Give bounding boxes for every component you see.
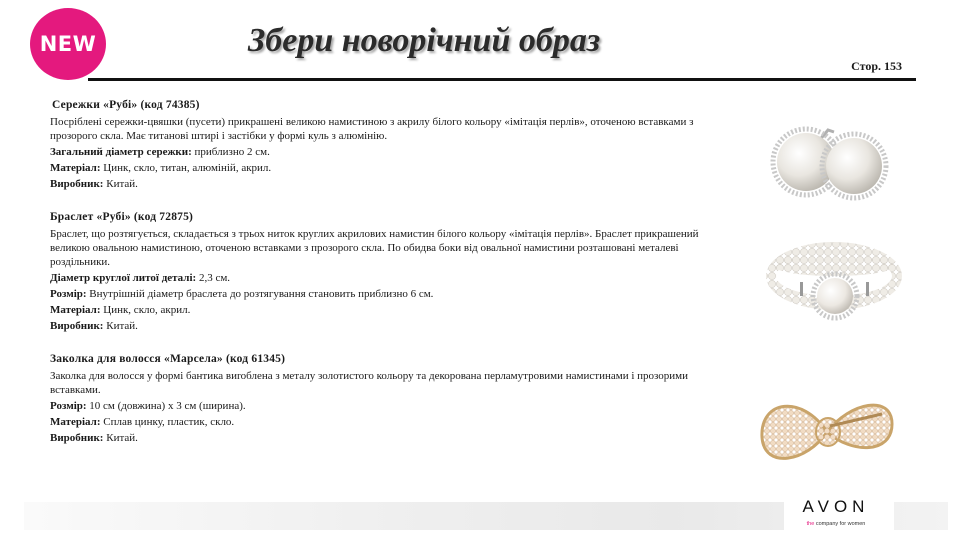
spec-label: Виробник: bbox=[50, 320, 104, 332]
spec-label: Матеріал: bbox=[50, 416, 101, 428]
earrings-image bbox=[760, 112, 900, 212]
product-list bbox=[50, 98, 710, 459]
spec-label: Розмір: bbox=[50, 288, 87, 300]
product-title: Сережки «Рубі» (код 74385) bbox=[52, 99, 200, 111]
product-hairclip bbox=[50, 352, 710, 445]
tagline-rest: company for women bbox=[814, 521, 866, 527]
spec-value: 2,3 см. bbox=[196, 272, 231, 284]
spec-value: Внутрішній діаметр браслета до розтягування становить приблизно 6 см. bbox=[86, 288, 434, 300]
product-spec bbox=[50, 287, 710, 301]
spec-value: приблизно 2 см. bbox=[191, 146, 270, 158]
spec-label: Виробник: bbox=[50, 178, 104, 190]
product-title: Браслет «Рубі» (код 72875) bbox=[50, 211, 194, 223]
header-divider bbox=[88, 78, 916, 81]
product-spec bbox=[50, 161, 710, 175]
spec-label: Виробник: bbox=[50, 432, 104, 444]
product-bracelet bbox=[50, 210, 710, 333]
product-description: Браслет, що розтягується, складається з трьох ниток круглих акрилових намистин білого кольору «імітація перлів». Браслет прикрашений великою овальною намистиною, оточеною вставками з прозорого скла. По обидва боки від овальної намистини розташовані металеві роздільники. bbox=[50, 228, 699, 268]
product-spec bbox=[50, 177, 710, 191]
product-spec bbox=[50, 399, 710, 413]
spec-label: Матеріал: bbox=[50, 162, 101, 174]
spec-value: Цинк, скло, титан, алюміній, акрил. bbox=[100, 162, 272, 174]
spec-label: Загальний діаметр сережки: bbox=[50, 146, 192, 158]
product-spec bbox=[50, 271, 710, 285]
bracelet-image bbox=[760, 232, 908, 324]
spec-value: 10 см (довжина) х 3 см (ширина). bbox=[86, 400, 246, 412]
product-spec bbox=[50, 303, 710, 317]
product-description: Заколка для волосся у формі бантика виroблена з металу золотистого кольору та декорована перламутровими намистинами і прозорими вставками. bbox=[50, 370, 689, 396]
product-earrings bbox=[50, 98, 710, 191]
page-number: Стор. 153 bbox=[851, 59, 902, 73]
spec-value: Сплав цинку, пластик, скло. bbox=[100, 416, 235, 428]
spec-value: Китай. bbox=[103, 320, 138, 332]
spec-label: Матеріал: bbox=[50, 304, 101, 316]
product-spec bbox=[50, 145, 710, 159]
new-badge-text: NEW bbox=[39, 32, 97, 56]
product-description: Посріблені сережки-цвяшки (пусети) прикрашені великою намистиною з акрилу білого кольору «імітація перлів», оточеною вставками з прозорого скла. Має титанові штирі і застібки у формі куль з алюмінію. bbox=[50, 116, 694, 142]
new-badge bbox=[30, 8, 106, 80]
tagline-the: the bbox=[806, 521, 815, 527]
spec-value: Китай. bbox=[103, 178, 138, 190]
spec-label: Розмір: bbox=[50, 400, 87, 412]
avon-logo: AVON bbox=[802, 497, 870, 516]
spec-value: Китай. bbox=[103, 432, 138, 444]
product-spec bbox=[50, 415, 710, 429]
product-title: Заколка для волосся «Марсела» (код 61345) bbox=[50, 353, 286, 365]
spec-label: Діаметр круглої литої деталі: bbox=[50, 272, 197, 284]
page-title: Збери новорічний образ bbox=[248, 22, 601, 59]
product-spec bbox=[50, 431, 710, 445]
spec-value: Цинк, скло, акрил. bbox=[100, 304, 191, 316]
avon-tagline bbox=[790, 521, 882, 527]
hairclip-image bbox=[752, 392, 902, 472]
product-spec bbox=[50, 319, 710, 333]
